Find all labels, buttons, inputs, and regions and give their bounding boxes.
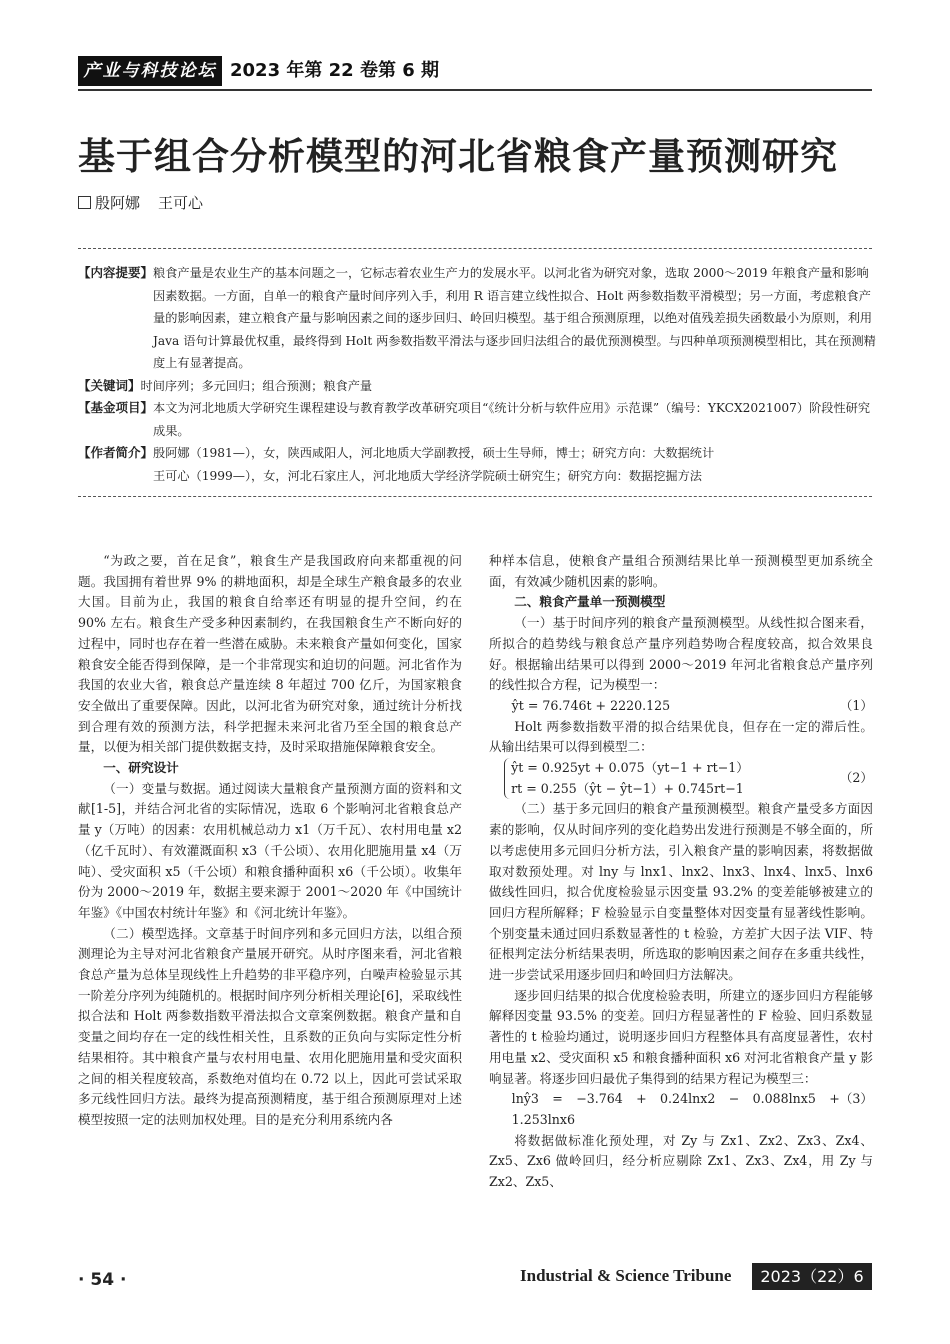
right-column: [489, 551, 873, 1193]
equation-3: [489, 1089, 873, 1130]
equation-1-body: ŷt = 76.746t + 2220.125: [511, 697, 671, 713]
keywords-text: 时间序列；多元回归；组合预测；粮食产量: [140, 378, 373, 393]
journal-column-tag: 产业与科技论坛: [78, 56, 222, 86]
fund-label: 【基金项目】: [78, 400, 154, 415]
footer-issue-badge: 2023（22）6: [752, 1263, 872, 1290]
stepwise-paragraph: 逐步回归结果的拟合优度检验表明，所建立的逐步回归方程能够解释因变量 93.5% 的变差。回归方程显著性的 F 检验、回归系数显著性的 t 检验均通过，说明逐步回归方程整体具有高度显著性，农村用电量 x2、受灾面积 x5 和粮食播种面积 x6 对河北省粮食产量 y 影响显著。将逐步回归最优子集得到的结果方程记为模型三：: [489, 987, 873, 1086]
abstract-label: 【内容提要】: [78, 265, 154, 280]
holt-paragraph: Holt 两参数指数平滑的拟合结果优良，但存在一定的滞后性。从输出结果可以得到模型二：: [489, 718, 873, 755]
author-line: [78, 192, 203, 213]
equation-2-line-1: ŷt = 0.925yt + 0.075（yt−1 + rt−1）: [511, 760, 749, 776]
equation-3-body: lnŷ3 = −3.764 + 0.24lnx2 − 0.088lnx5 + 1.253lnx6: [511, 1091, 840, 1127]
author-name: 王可心: [158, 194, 204, 212]
journal-name: Industrial & Science Tribune: [520, 1266, 732, 1285]
fund-row: [78, 397, 878, 442]
author-bio-text: [153, 442, 878, 487]
time-series-paragraph: （一）基于时间序列的粮食产量预测模型。从线性拟合图来看，所拟合的趋势线与粮食总产量序列趋势吻合程度较高，拟合效果良好。根据输出结果可以得到 2000～2019 年河北省粮食总产量序列的线性拟合方程，记为模型一：: [489, 615, 873, 693]
author-name: 殷阿娜: [95, 194, 141, 212]
abstract-bottom-divider: [78, 496, 872, 497]
left-column: [78, 551, 462, 1131]
equation-2-lines: [504, 758, 749, 799]
equation-1: [489, 696, 873, 717]
author-bio-1: 殷阿娜（1981—），女，陕西咸阳人，河北地质大学副教授，硕士生导师，博士；研究方向：大数据统计: [153, 446, 715, 460]
section-heading-1: 一、研究设计: [103, 760, 179, 776]
header-divider: [78, 89, 872, 91]
keywords-label: 【关键词】: [78, 377, 141, 393]
regression-paragraph: （二）基于多元回归的粮食产量预测模型。粮食产量受多方面因素的影响，仅从时间序列的变化趋势出发进行预测是不够全面的，所以考虑使用多元回归分析方法，引入粮食产量的影响因素，将数据做取对数预处理。对 lny 与 lnx1、lnx2、lnx3、lnx4、lnx5、lnx6 做线性回归，拟合优度检验显示因变量 93.2% 的变差能够被建立的回归方程所解释；F 检验显示自变量整体对因变量有显著线性影响。个别变量未通过回归系数显著性的 t 检验，方差扩大因子法 VIF、特征根判定法分析结果表明，所选取的影响因素之间存在多重共线性，进一步尝试采用逐步回归和岭回归方法解决。: [489, 801, 873, 983]
page-number: · 54 ·: [78, 1270, 127, 1290]
variables-paragraph: （一）变量与数据。通过阅读大量粮食产量预测方面的资料和文献[1-5]，并结合河北省的实际情况，选取 6 个影响河北省粮食总产量 y（万吨）的因素：农用机械总动力 x1（万千瓦）、农村用电量 x2（亿千瓦时）、有效灌溉面积 x3（千公顷）、农用化肥施用量 x4（万吨）、受灾面积 x5（千公顷）和粮食播种面积 x6（千公顷）。收集年份为 2000～2019 年，数据主要来源于 2001～2020 年《中国统计年鉴》《中国农村统计年鉴》和《河北统计年鉴》。: [78, 780, 462, 920]
author-marker-icon: [78, 196, 91, 209]
continued-paragraph: 种样本信息，使粮食产量组合预测结果比单一预测模型更加系统全面，有效减少随机因素的影响。: [489, 553, 873, 589]
equation-2-number: （2）: [839, 770, 873, 786]
abstract-top-divider: [78, 248, 872, 249]
model-selection-paragraph: （二）模型选择。文章基于时间序列和多元回归方法，以组合预测理论为主导对河北省粮食产量展开研究。从时序图来看，河北省粮食总产量为总体呈现线性上升趋势的非平稳序列，白噪声检验显示其一阶差分序列为纯随机的。根据时间序列分析相关理论[6]，采取线性拟合法和 Holt 两参数指数平滑法拟合文章案例数据。粮食产量和自变量之间均存在一定的线性相关性，且系数的正负向与实际定性分析结果相符。其中粮食产量与农村用电量、农用化肥施用量和受灾面积之间的相关程度较高，系数绝对值均在 0.72 以上，因此可尝试采取多元线性回归方法。最终为提高预测精度，基于组合预测原理对上述模型按照一定的法则加权处理。目的是充分利用系统内各: [78, 925, 462, 1127]
equation-1-number: （1）: [839, 697, 873, 713]
abstract-row: [78, 262, 878, 375]
equation-2-line-2: rt = 0.255（ŷt − ŷt−1）+ 0.745rt−1: [511, 780, 744, 796]
abstract-text: 粮食产量是农业生产的基本问题之一，它标志着农业生产力的发展水平。以河北省为研究对象，选取 2000～2019 年粮食产量和影响因素数据。一方面，自单一的粮食产量时间序列入手，利用 R 语言建立线性拟合、Holt 两参数指数平滑模型；另一方面，考虑粮食产量的影响因素，建立粮食产量与影响因素之间的逐步回归、岭回归模型。基于组合预测原理，以绝对值残差损失函数最小为原则，利用 Java 语句计算最优权重，最终得到 Holt 两参数指数平滑法与逐步回归法组合的最优预测模型。与四种单项预测模型相比，其在预测精度上有显著提高。: [153, 266, 876, 370]
section-heading-2: 二、粮食产量单一预测模型: [514, 594, 666, 610]
keywords-row: [78, 375, 878, 398]
ridge-paragraph: 将数据做标准化预处理，对 Zy 与 Zx1、Zx2、Zx3、Zx4、Zx5、Zx6 做岭回归，经分析应剔除 Zx1、Zx3、Zx4，用 Zy 与 Zx2、Zx5、: [489, 1132, 873, 1190]
author-bio-label: 【作者简介】: [78, 445, 154, 460]
intro-paragraph: “为政之要，首在足食”，粮食生产是我国政府向来都重视的问题。我国拥有着世界 9% 的耕地面积，却是全球生产粮食最多的农业大国。目前为止，我国的粮食自给率还有明显的提升空间，约在 90% 左右。粮食生产受多种因素制约，在我国粮食生产不断向好的过程中，同时也存在着一些潜在威胁。未来粮食产量如何变化，国家粮食安全能否得到保障，是一个非常现实和迫切的问题。河北省作为我国的农业大省，粮食总产量连续 8 年超过 700 亿斤，为国家粮食安全做出了重要保障。因此，以河北省为研究对象，通过统计分析找到合理有效的预测方法，科学把握未来河北省乃至全国的粮食总产量，以便为相关部门提供数据支持，及时采取措施保障粮食安全。: [78, 553, 462, 755]
fund-text: 本文为河北地质大学研究生课程建设与教育教学改革研究项目“《统计分析与软件应用》示范课”（编号：YKCX2021007）阶段性研究成果。: [153, 401, 871, 438]
equation-2: [489, 758, 873, 799]
journal-issue: 2023 年第 22 卷第 6 期: [230, 60, 440, 81]
abstract-block: [78, 262, 878, 487]
author-bio-2: 王可心（1999—），女，河北石家庄人，河北地质大学经济学院硕士研究生；研究方向：数据挖掘方法: [153, 468, 702, 483]
author-bio-row: [78, 442, 878, 487]
equation-3-number: （3）: [839, 1091, 873, 1107]
paper-title: 基于组合分析模型的河北省粮食产量预测研究: [78, 134, 838, 178]
